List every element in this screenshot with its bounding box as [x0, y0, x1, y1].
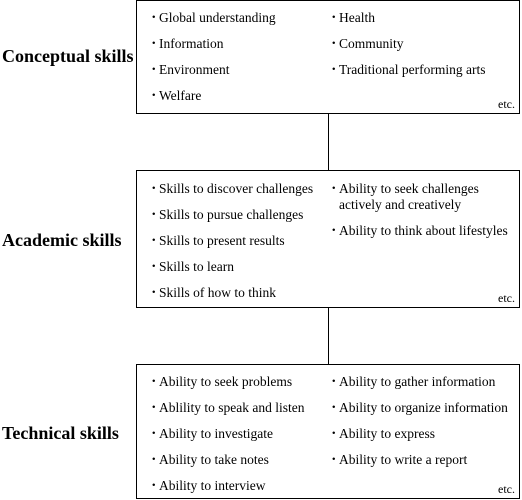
- bullet-icon: ・: [147, 181, 161, 196]
- etc-label: etc.: [498, 482, 515, 496]
- skill-text: Skills of how to think: [159, 285, 277, 300]
- skill-item: [327, 181, 513, 213]
- skill-item: [147, 10, 276, 26]
- skills-box-academic: [136, 170, 520, 308]
- skill-item: [147, 426, 304, 442]
- skill-item: [147, 62, 276, 78]
- skills-box-technical: [136, 364, 520, 499]
- skill-text: Skills to pursue challenges: [159, 207, 304, 222]
- bullet-icon: ・: [147, 478, 161, 493]
- bullet-icon: ・: [147, 36, 161, 51]
- bullet-icon: ・: [147, 88, 161, 103]
- skill-item: [327, 223, 513, 239]
- section-label-conceptual: Conceptual skills: [2, 46, 134, 66]
- skill-text: Environment: [159, 62, 230, 77]
- skill-item: [147, 88, 276, 104]
- skill-text: Traditional performing arts: [339, 62, 486, 77]
- bullet-icon: ・: [147, 10, 161, 25]
- section-label-academic: Academic skills: [2, 230, 122, 250]
- bullet-icon: ・: [147, 233, 161, 248]
- skill-item: [147, 285, 313, 301]
- skill-item: [147, 207, 313, 223]
- skill-text: Ability to express: [339, 426, 435, 441]
- bullet-icon: ・: [327, 452, 341, 467]
- bullet-icon: ・: [147, 207, 161, 222]
- skill-text: Skills to present results: [159, 233, 285, 248]
- bullet-icon: ・: [147, 259, 161, 274]
- skill-item: [147, 233, 313, 249]
- bullet-icon: ・: [147, 374, 161, 389]
- skill-text: Ability to write a report: [339, 452, 468, 467]
- skill-item: [327, 10, 485, 26]
- skill-item: [327, 426, 508, 442]
- skills-list-right: [327, 364, 508, 468]
- bullet-icon: ・: [327, 426, 341, 441]
- skill-item: [147, 478, 304, 494]
- skill-text: Ability to think about lifestyles: [339, 223, 508, 238]
- bullet-icon: ・: [147, 62, 161, 77]
- skill-text: Ability to organize information: [339, 400, 508, 415]
- skills-list-right: [327, 0, 485, 78]
- skill-item: [327, 400, 508, 416]
- section-label-technical: Technical skills: [2, 423, 119, 443]
- skill-item: [147, 400, 304, 416]
- bullet-icon: ・: [327, 10, 341, 25]
- skill-item: [327, 62, 485, 78]
- skill-item: [147, 36, 276, 52]
- skill-item: [147, 181, 313, 197]
- connector-line: [328, 308, 329, 364]
- skill-item: [327, 374, 508, 390]
- skill-text: Information: [159, 36, 224, 51]
- skill-text: Ability to take notes: [159, 452, 269, 467]
- skill-text: Ablility to speak and listen: [159, 400, 305, 415]
- etc-label: etc.: [498, 97, 515, 111]
- skill-text: Ability to seek challenges actively and creatively: [339, 181, 479, 212]
- skill-text: Ability to interview: [159, 478, 266, 493]
- bullet-icon: ・: [327, 223, 341, 238]
- skills-list-right: [327, 171, 513, 239]
- skills-box-conceptual: [136, 0, 520, 114]
- skill-text: Ability to investigate: [159, 426, 273, 441]
- skill-item: [327, 36, 485, 52]
- bullet-icon: ・: [147, 400, 161, 415]
- bullet-icon: ・: [327, 36, 341, 51]
- skill-text: Welfare: [159, 88, 202, 103]
- bullet-icon: ・: [147, 426, 161, 441]
- connector-line: [328, 114, 329, 170]
- skill-item: [327, 452, 508, 468]
- skill-text: Health: [339, 10, 375, 25]
- skill-item: [147, 259, 313, 275]
- skill-text: Skills to discover challenges: [159, 181, 314, 196]
- skills-list-left: [147, 364, 304, 494]
- skills-list-left: [147, 0, 276, 104]
- bullet-icon: ・: [327, 181, 341, 196]
- bullet-icon: ・: [327, 400, 341, 415]
- skill-item: [147, 452, 304, 468]
- skill-text: Global understanding: [159, 10, 276, 25]
- bullet-icon: ・: [327, 374, 341, 389]
- bullet-icon: ・: [147, 452, 161, 467]
- bullet-icon: ・: [147, 285, 161, 300]
- skill-text: Ability to seek problems: [159, 374, 293, 389]
- skill-item: [147, 374, 304, 390]
- skill-text: Skills to learn: [159, 259, 234, 274]
- skill-text: Ability to gather information: [339, 374, 496, 389]
- bullet-icon: ・: [327, 62, 341, 77]
- skill-text: Community: [339, 36, 404, 51]
- skills-list-left: [147, 171, 313, 301]
- etc-label: etc.: [498, 291, 515, 305]
